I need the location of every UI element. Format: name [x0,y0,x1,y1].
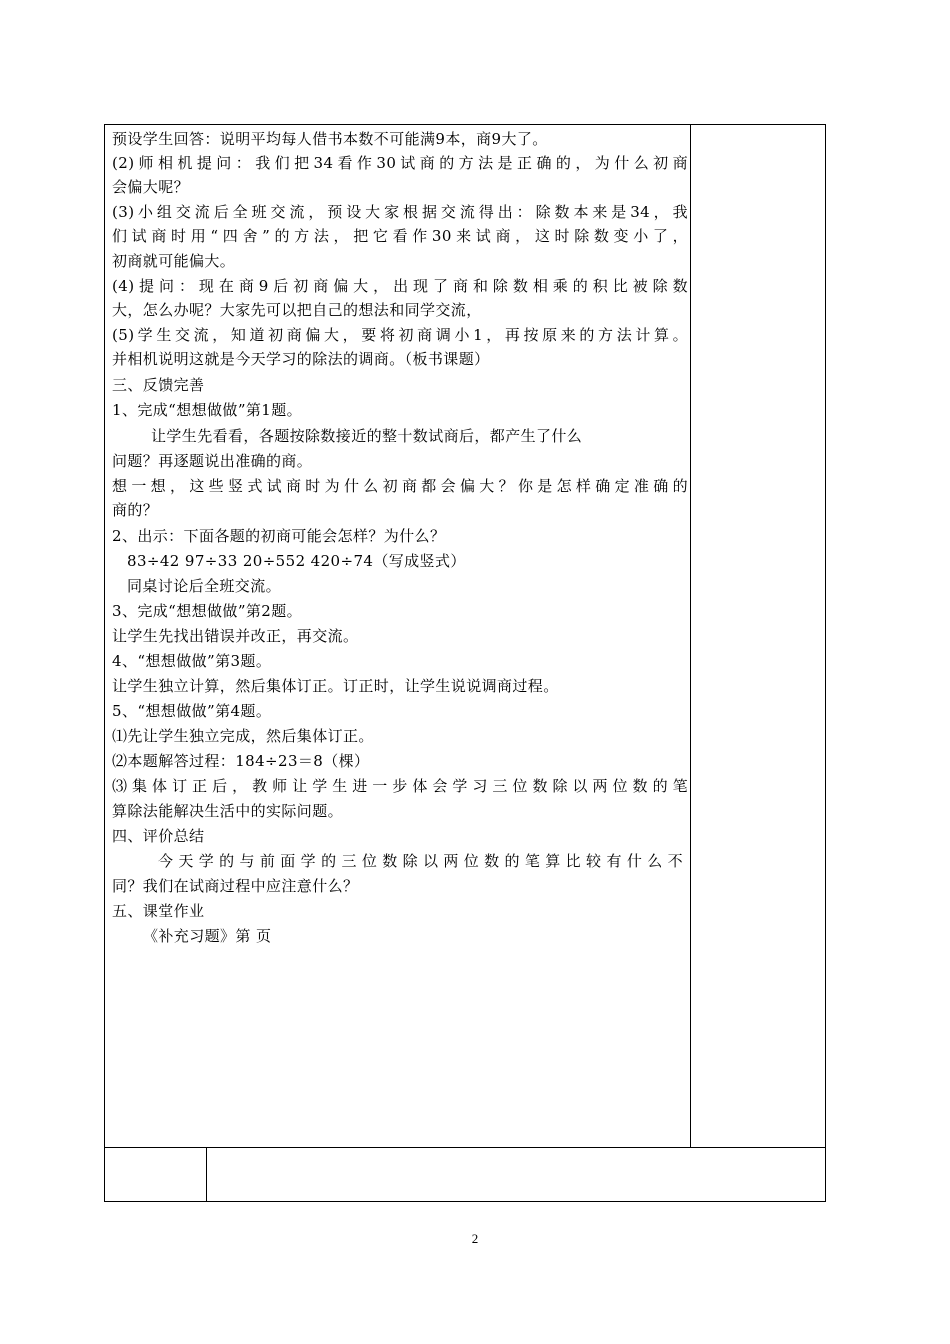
text-line: ⑴先让学生独立完成，然后集体订正。 [112,727,374,745]
lesson-plan-table [104,124,826,1202]
text-line: 想一想，这些竖式试商时为什么初商都会偏大？你是怎样确定准确的 [112,477,688,495]
text-line: 让学生先看看，各题按除数接近的整十数试商后，都产生了什么 [151,427,583,445]
text-line: 2、出示：下面各题的初商可能会怎样？为什么？ [112,527,446,545]
text-line: 问题？再逐题说出准确的商。 [112,452,313,470]
text-line: (5)学生交流，知道初商偏大，要将初商调小1，再按原来的方法计算。 [112,326,688,344]
text-line: 5、“想想做做”第4题。 [112,702,272,720]
bottom-row [105,1147,825,1201]
text-line: 并相机说明这就是今天学习的除法的调商。（板书课题） [112,350,490,368]
text-line: ⑶集体订正后，教师让学生进一步体会学习三位数除以两位数的笔 [112,777,688,795]
notes-cell [691,125,825,1147]
text-line: 《补充习题》第 页 [143,927,272,945]
page-number: 2 [471,1231,479,1246]
text-line: 1、完成“想想做做”第1题。 [112,401,303,419]
text-line: 同？我们在试商过程中应注意什么？ [112,877,359,895]
text-line: (3)小组交流后全班交流，预设大家根据交流得出：除数本来是34，我 [112,203,688,221]
text-line: 3、完成“想想做做”第2题。 [112,602,303,620]
text-line: 让学生先找出错误并改正，再交流。 [112,627,359,645]
text-line: 商的？ [112,501,159,519]
section-heading: 四、评价总结 [112,827,205,845]
text-line: (2)师相机提问：我们把34看作30试商的方法是正确的，为什么初商 [112,154,688,172]
text-line: 预设学生回答：说明平均每人借书本数不可能满9本，商9大了。 [112,130,548,148]
lesson-content-cell [105,125,691,1147]
bottom-label-cell [105,1148,207,1202]
text-line: 同桌讨论后全班交流。 [127,577,282,595]
text-line: 83÷42 97÷33 20÷552 420÷74（写成竖式） [127,552,466,570]
text-line: 们试商时用“四舍”的方法，把它看作30来试商，这时除数变小了， [112,227,688,245]
text-line: ⑵本题解答过程：184÷23＝8（棵） [112,752,370,770]
text-line: 算除法能解决生活中的实际问题。 [112,802,344,820]
section-heading: 三、反馈完善 [112,376,205,394]
text-line: 今天学的与前面学的三位数除以两位数的笔算比较有什么不 [158,852,683,870]
section-heading: 五、课堂作业 [112,902,205,920]
text-line: 会偏大呢？ [112,178,190,196]
text-line: 初商就可能偏大。 [112,252,236,270]
text-line: 让学生独立计算，然后集体订正。订正时，让学生说说调商过程。 [112,677,559,695]
text-line: 4、“想想做做”第3题。 [112,652,272,670]
text-line: (4)提问：现在商9后初商偏大，出现了商和除数相乘的积比被除数 [112,277,688,295]
bottom-content-cell [207,1148,825,1202]
text-line: 大，怎么办呢？大家先可以把自己的想法和同学交流， [112,301,482,319]
